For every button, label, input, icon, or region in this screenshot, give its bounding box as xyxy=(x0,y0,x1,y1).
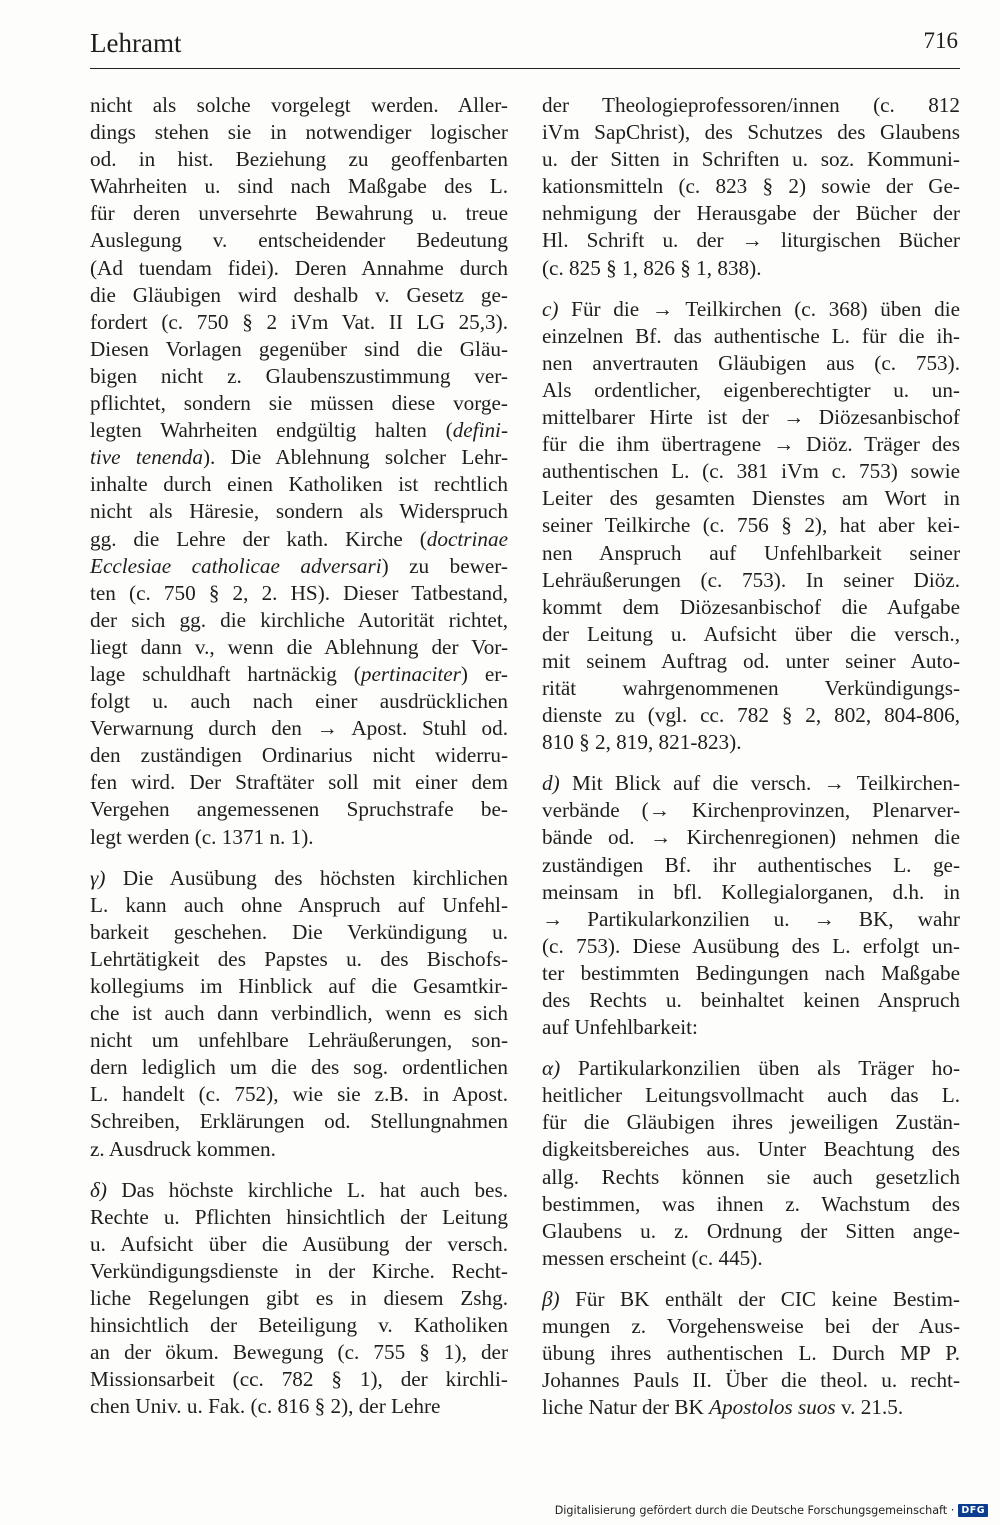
text-line: Hl. Schrift u. der → liturgischen Bücher xyxy=(542,228,960,253)
text-line: kommt dem Diözesanbischof die Aufgabe xyxy=(542,594,960,619)
text-line: Lehrtätigkeit des Papstes u. des Bischofs- xyxy=(90,946,508,971)
text-line: Rechte u. Pflichten hinsichtlich der Leitung xyxy=(90,1204,508,1229)
text-line: nen anvertrauten Gläubigen aus (c. 753). xyxy=(542,350,960,375)
text-line: legten Wahrheiten endgültig halten (defini- xyxy=(90,418,508,443)
text-line: heitlicher Leitungsvollmacht auch das L. xyxy=(542,1083,960,1108)
text-line: authentischen L. (c. 381 iVm c. 753) sowie xyxy=(542,459,960,484)
text-line: übung ihres authentischen L. Durch MP P. xyxy=(542,1341,960,1366)
text-line: nehmigung der Herausgabe der Bücher der xyxy=(542,201,960,226)
paragraph xyxy=(542,296,960,757)
text-line: nicht um unfehlbare Lehräußerungen, son- xyxy=(90,1028,508,1053)
text-line: gg. die Lehre der kath. Kirche (doctrinae xyxy=(90,526,508,551)
text-line: Leiter des gesamten Dienstes am Wort in xyxy=(542,486,960,511)
text-line: chen Univ. u. Fak. (c. 816 § 2), der Lehre xyxy=(90,1394,441,1419)
text-line: liche Regelungen gibt es in diesem Zshg. xyxy=(90,1286,508,1311)
text-line: nen Anspruch auf Unfehlbarkeit seiner xyxy=(542,540,960,565)
text-line: der sich gg. die kirchliche Autorität richtet, xyxy=(90,607,508,632)
text-line: Ecclesiae catholicae adversari) zu bewer- xyxy=(90,553,508,578)
text-line: mungen z. Vorgehensweise bei der Aus- xyxy=(542,1314,960,1339)
paragraph xyxy=(542,92,960,282)
text-line: für die Gläubigen ihres jeweiligen Zustän- xyxy=(542,1110,960,1135)
text-line: barkeit geschehen. Die Verkündigung u. xyxy=(90,919,508,944)
text-line: mittelbarer Hirte ist der → Diözesanbischof xyxy=(542,405,960,430)
paragraph xyxy=(90,1177,508,1421)
text-line: einzelnen Bf. das authentische L. für die ih- xyxy=(542,323,960,348)
text-line: fen wird. Der Straftäter soll mit einer dem xyxy=(90,770,508,795)
text-line: Johannes Pauls II. Über die theol. u. recht- xyxy=(542,1368,960,1393)
text-line: ter bestimmten Bedingungen nach Maßgabe xyxy=(542,960,960,985)
page-number: 716 xyxy=(923,28,958,53)
text-line: u. der Sitten in Schriften u. soz. Kommuni- xyxy=(542,147,960,172)
paragraph xyxy=(542,1286,960,1421)
text-line: Schreiben, Erklärungen od. Stellungnahmen xyxy=(90,1109,508,1134)
text-line: Missionsarbeit (cc. 782 § 1), der kirchli- xyxy=(90,1367,508,1392)
text-line: Verwarnung durch den → Apost. Stuhl od. xyxy=(90,716,508,741)
text-line: Als ordentlicher, eigenberechtigter u. un- xyxy=(542,377,960,402)
text-line: des Rechts u. beinhaltet keinen Anspruch xyxy=(542,988,960,1012)
text-line: die Gläubigen wird deshalb v. Gesetz ge- xyxy=(90,282,508,307)
text-line: allg. Rechts können sie auch gesetzlich xyxy=(542,1164,960,1189)
text-line: bestimmen, was ihnen z. Wachstum des xyxy=(542,1191,960,1216)
text-line: c) Für die → Teilkirchen (c. 368) üben die xyxy=(542,296,960,321)
paragraph xyxy=(90,865,508,1163)
text-line: (c. 753). Diese Ausübung des L. erfolgt un- xyxy=(542,933,960,958)
text-line: der Theologieprofessoren/innen (c. 812 xyxy=(542,93,960,117)
text-line: rität wahrgenommenen Verkündigungs- xyxy=(542,675,960,700)
text-line: liche Natur der BK Apostolos suos v. 21.5. xyxy=(542,1395,904,1420)
text-line: meinsam in bfl. Kollegialorganen, d.h. in xyxy=(542,879,960,904)
text-line: 810 § 2, 819, 821-823). xyxy=(542,730,742,755)
text-line: fordert (c. 750 § 2 iVm Vat. II LG 25,3). xyxy=(90,309,508,334)
text-line: für deren unversehrte Bewahrung u. treue xyxy=(90,201,508,226)
text-line: messen erscheint (c. 445). xyxy=(542,1245,763,1270)
left-column xyxy=(90,92,508,1435)
text-line: L. kann auch ohne Anspruch auf Unfehl- xyxy=(90,892,508,917)
text-line: β) Für BK enthält der CIC keine Bestim- xyxy=(542,1286,960,1311)
text-line: δ) Das höchste kirchliche L. hat auch bes. xyxy=(90,1177,508,1202)
text-line: bände od. → Kirchenregionen) nehmen die xyxy=(542,825,960,850)
text-line: der Leitung u. Aufsicht über die versch., xyxy=(542,621,960,646)
text-line: L. handelt (c. 752), wie sie z.B. in Apost. xyxy=(90,1082,508,1107)
text-line: seiner Teilkirche (c. 756 § 2), hat aber kei- xyxy=(542,513,960,538)
text-line: bigen nicht z. Glaubenszustimmung ver- xyxy=(90,363,508,388)
text-line: che ist auch dann verbindlich, wenn es sich xyxy=(90,1001,508,1026)
text-line: zuständigen Bf. ihr authentisches L. ge- xyxy=(542,852,960,877)
text-line: Wahrheiten u. sind nach Maßgabe des L. xyxy=(90,174,508,199)
page-title: Lehramt xyxy=(90,28,182,58)
text-line: (c. 825 § 1, 826 § 1, 838). xyxy=(542,255,762,280)
text-line: an der ökum. Bewegung (c. 755 § 1), der xyxy=(90,1340,508,1365)
text-line: auf Unfehlbarkeit: xyxy=(542,1015,698,1040)
text-line: legt werden (c. 1371 n. 1). xyxy=(90,824,314,849)
text-line: γ) Die Ausübung des höchsten kirchlichen xyxy=(90,865,508,890)
text-line: liegt dann v., wenn die Ablehnung der Vor- xyxy=(90,634,508,659)
right-column xyxy=(542,92,960,1435)
text-line: für die ihm übertragene → Diöz. Träger des xyxy=(542,432,960,457)
text-line: tive tenenda). Die Ablehnung solcher Lehr- xyxy=(90,445,508,470)
text-line: u. Aufsicht über die Ausübung der versch. xyxy=(90,1231,508,1256)
text-line: α) Partikularkonzilien üben als Träger ho- xyxy=(542,1056,960,1081)
text-line: d) Mit Blick auf die versch. → Teilkirchen- xyxy=(542,771,960,796)
text-line: → Partikularkonzilien u. → BK, wahr xyxy=(542,906,960,931)
text-line: (Ad tuendam fidei). Deren Annahme durch xyxy=(90,255,508,280)
text-line: Vergehen angemessenen Spruchstrafe be- xyxy=(90,797,508,822)
text-line: ten (c. 750 § 2, 2. HS). Dieser Tatbestand, xyxy=(90,580,508,605)
text-line: den zuständigen Ordinarius nicht widerru- xyxy=(90,743,508,768)
dfg-logo: DFG xyxy=(958,1504,988,1517)
text-line: Glaubens u. z. Ordnung der Sitten ange- xyxy=(542,1218,960,1243)
text-line: dings stehen sie in notwendiger logischer xyxy=(90,120,508,145)
paragraph xyxy=(90,92,508,851)
paragraph xyxy=(542,770,960,1041)
text-line: kationsmitteln (c. 823 § 2) sowie der Ge- xyxy=(542,174,960,199)
footer xyxy=(555,1500,988,1520)
text-line: nicht als Häresie, sondern als Widerspruch xyxy=(90,499,508,524)
running-header xyxy=(90,24,960,69)
text-line: mit seinem Auftrag od. unter seiner Auto- xyxy=(542,648,960,673)
text-line: Auslegung v. entscheidender Bedeutung xyxy=(90,228,508,253)
text-line: dern lediglich um die des sog. ordentlichen xyxy=(90,1055,508,1080)
text-line: z. Ausdruck kommen. xyxy=(90,1136,276,1161)
text-line: od. in hist. Beziehung zu geoffenbarten xyxy=(90,147,508,172)
text-line: Verkündigungsdienste in der Kirche. Recht- xyxy=(90,1258,508,1283)
paragraph xyxy=(542,1055,960,1272)
text-line: kollegiums im Hinblick auf die Gesamtkir- xyxy=(90,974,508,998)
text-line: verbände (→ Kirchenprovinzen, Plenarver- xyxy=(542,798,960,823)
text-line: iVm SapChrist), des Schutzes des Glaubens xyxy=(542,120,960,145)
text-line: Diesen Vorlagen gegenüber sind die Gläu- xyxy=(90,336,508,361)
text-line: folgt u. auch nach einer ausdrücklichen xyxy=(90,689,508,714)
text-line: nicht als solche vorgelegt werden. Aller- xyxy=(90,93,508,117)
text-line: digkeitsbereiches aus. Unter Beachtung des xyxy=(542,1137,960,1162)
text-line: dienste zu (vgl. cc. 782 § 2, 802, 804-806, xyxy=(542,703,960,728)
text-line: hinsichtlich der Beteiligung v. Katholiken xyxy=(90,1313,508,1338)
text-line: inhalte durch einen Katholiken ist rechtlich xyxy=(90,472,508,497)
text-line: pflichtet, sondern sie müssen diese vorge- xyxy=(90,391,508,416)
text-line: Lehräußerungen (c. 753). In seiner Diöz. xyxy=(542,567,960,592)
footer-credit: Digitalisierung gefördert durch die Deutsche Forschungsgemeinschaft · xyxy=(554,1503,955,1517)
text-line: lage schuldhaft hartnäckig (pertinaciter) er- xyxy=(90,661,508,686)
